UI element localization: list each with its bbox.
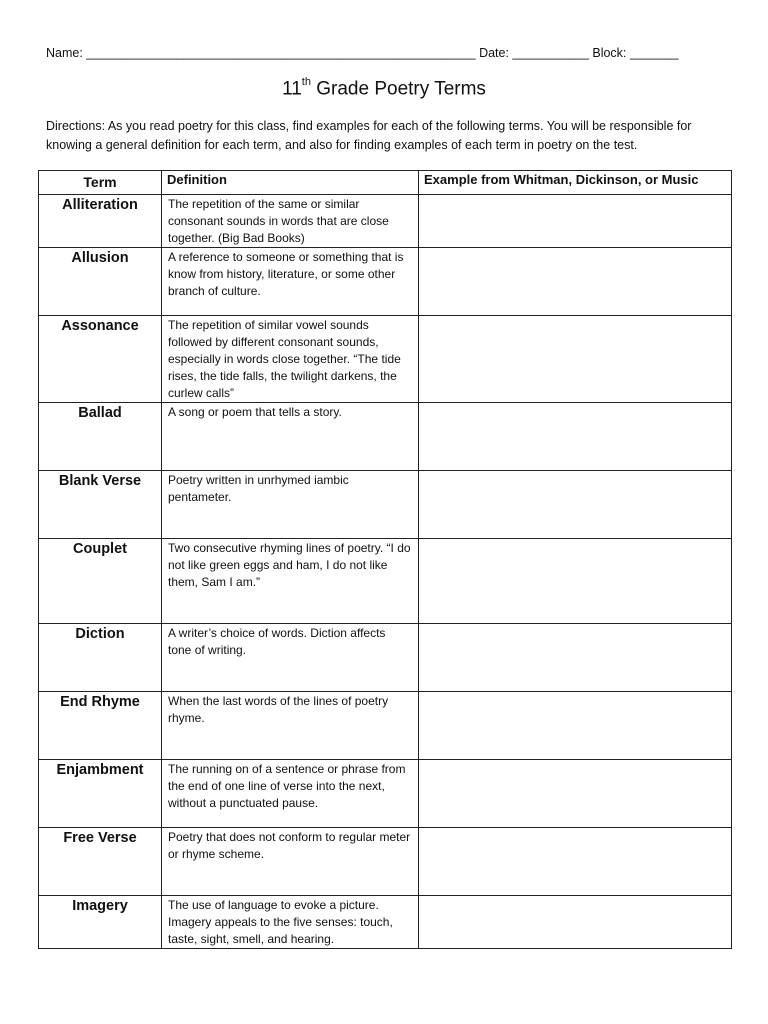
table-row	[39, 692, 732, 760]
term-cell: Diction	[39, 624, 162, 692]
term-cell: Allusion	[39, 248, 162, 316]
term-cell: Couplet	[39, 539, 162, 624]
term-cell: Ballad	[39, 403, 162, 471]
table-row	[39, 624, 732, 692]
example-cell[interactable]	[419, 471, 732, 539]
definition-cell: The repetition of similar vowel sounds followed by different consonant sounds, especially in words close together. “The tide rises, the tide falls, the twilight darkens, the curlew calls”	[162, 316, 419, 403]
directions-line-2: knowing a general definition for each term, and also for finding examples of each term in poetry on the test.	[46, 138, 638, 152]
example-cell[interactable]	[419, 316, 732, 403]
example-cell[interactable]	[419, 828, 732, 896]
name-date-block-line: Name: ________________________________________________________ Date: ___________ Block: _______	[46, 46, 679, 60]
table-row	[39, 539, 732, 624]
term-cell: Alliteration	[39, 195, 162, 248]
term-cell: Assonance	[39, 316, 162, 403]
example-cell[interactable]	[419, 624, 732, 692]
directions-line-1: Directions: As you read poetry for this class, find examples for each of the following terms. You will be responsible for	[46, 119, 692, 133]
term-cell: Enjambment	[39, 760, 162, 828]
table-row	[39, 248, 732, 316]
title-grade-number: 11	[282, 78, 302, 100]
definition-cell: When the last words of the lines of poetry rhyme.	[162, 692, 419, 760]
poetry-terms-table	[38, 170, 732, 949]
example-cell[interactable]	[419, 248, 732, 316]
definition-cell: The repetition of the same or similar consonant sounds in words that are close together. (Big Bad Books)	[162, 195, 419, 248]
example-cell[interactable]	[419, 403, 732, 471]
example-cell[interactable]	[419, 692, 732, 760]
title-text: Grade Poetry Terms	[310, 78, 486, 100]
table-row	[39, 195, 732, 248]
table-row	[39, 471, 732, 539]
table-row	[39, 760, 732, 828]
title-superscript: th	[301, 76, 311, 88]
term-cell: Blank Verse	[39, 471, 162, 539]
term-cell: End Rhyme	[39, 692, 162, 760]
example-cell[interactable]	[419, 896, 732, 949]
header-definition: Definition	[162, 171, 419, 195]
table-row	[39, 896, 732, 949]
definition-cell: Poetry that does not conform to regular meter or rhyme scheme.	[162, 828, 419, 896]
table-row	[39, 828, 732, 896]
header-term: Term	[39, 171, 162, 195]
term-cell: Imagery	[39, 896, 162, 949]
definition-cell: Poetry written in unrhymed iambic pentameter.	[162, 471, 419, 539]
definition-cell: The use of language to evoke a picture. Imagery appeals to the five senses: touch, taste, sight, smell, and hearing.	[162, 896, 419, 949]
definition-cell: Two consecutive rhyming lines of poetry. “I do not like green eggs and ham, I do not like them, Sam I am.”	[162, 539, 419, 624]
page-title	[0, 78, 768, 100]
table-row	[39, 316, 732, 403]
term-cell: Free Verse	[39, 828, 162, 896]
definition-cell: The running on of a sentence or phrase from the end of one line of verse into the next, without a punctuated pause.	[162, 760, 419, 828]
definition-cell: A song or poem that tells a story.	[162, 403, 419, 471]
example-cell[interactable]	[419, 195, 732, 248]
table-header-row	[39, 171, 732, 195]
example-cell[interactable]	[419, 760, 732, 828]
table-row	[39, 403, 732, 471]
header-example: Example from Whitman, Dickinson, or Music	[419, 171, 732, 195]
directions	[46, 117, 736, 155]
definition-cell: A reference to someone or something that is know from history, literature, or some other branch of culture.	[162, 248, 419, 316]
example-cell[interactable]	[419, 539, 732, 624]
definition-cell: A writer’s choice of words. Diction affects tone of writing.	[162, 624, 419, 692]
